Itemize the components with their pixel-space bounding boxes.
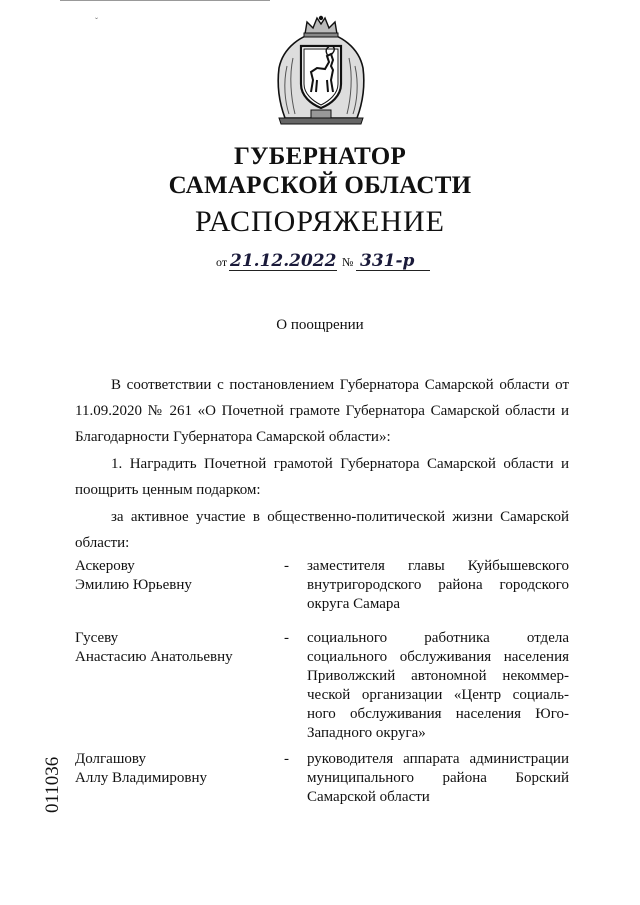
preamble-paragraph: В соответствии с постановлением Губернатора Самарской области от 11.09.2020 № 261 «О Почетной грамоте Губернатора Самарской области и Благодарности Губернатора Самарской области»: [75, 377, 569, 445]
position-line: Самарской области [307, 789, 430, 805]
position-line: социального обслуживания населения [307, 649, 569, 665]
position-line: социального работника отдела [307, 630, 569, 646]
position-line: округа Самара [307, 596, 401, 612]
position-line: руководителя аппарата администрации [307, 751, 569, 767]
entry-dash: - [284, 751, 289, 767]
awardee-position-3 [307, 750, 569, 807]
number-value: 331-р [360, 251, 415, 271]
position-line: внутригородского района городского [307, 577, 569, 593]
awardee-surname: Гусеву [75, 630, 119, 646]
position-line: Западного округа» [307, 725, 426, 741]
awardee-position-1 [307, 557, 569, 614]
awardee-name-3 [75, 750, 275, 788]
awardee-position-2 [307, 629, 569, 743]
position-line: Приволжский автономной некоммер- [307, 668, 569, 684]
date-value: 21.12.2022 [230, 251, 337, 271]
governor-title [0, 142, 640, 200]
title-line-2: САМАРСКОЙ ОБЛАСТИ [168, 172, 472, 199]
awardee-given-name: Аллу Владимировну [75, 770, 207, 786]
position-line: муниципального района Борский [307, 770, 569, 786]
title-line-1: ГУБЕРНАТОР [233, 143, 407, 170]
top-edge-line [60, 0, 270, 1]
margin-mark: ˇ [95, 16, 98, 26]
document-type: РАСПОРЯЖЕНИЕ [194, 205, 446, 238]
position-line: ческой организации «Центр социаль- [307, 687, 569, 703]
item-1-paragraph: 1. Наградить Почетной грамотой Губернатора Самарской области и поощрить ценным подарком: [75, 456, 569, 498]
entry-dash: - [284, 630, 289, 646]
entry-dash: - [284, 558, 289, 574]
awardee-given-name: Анастасию Анатольевну [75, 649, 233, 665]
samara-coat-of-arms-icon [273, 14, 369, 126]
reason-paragraph: за активное участие в общественно-политической жизни Самарской области: [75, 509, 569, 551]
serial-number: 011036 [42, 756, 63, 813]
position-line: ного обслуживания населения Юго- [307, 706, 569, 722]
awardee-surname: Аскерову [75, 558, 135, 574]
awardee-name-2 [75, 629, 275, 667]
date-prefix: от [216, 255, 228, 269]
date-number-line [216, 250, 430, 274]
position-line: заместителя главы Куйбышевского [307, 558, 569, 574]
subject-line: О поощрении [276, 317, 364, 333]
awardee-name-1 [75, 557, 275, 595]
number-prefix: № [342, 255, 354, 269]
awardee-given-name: Эмилию Юрьевну [75, 577, 192, 593]
awardee-surname: Долгашову [75, 751, 146, 767]
